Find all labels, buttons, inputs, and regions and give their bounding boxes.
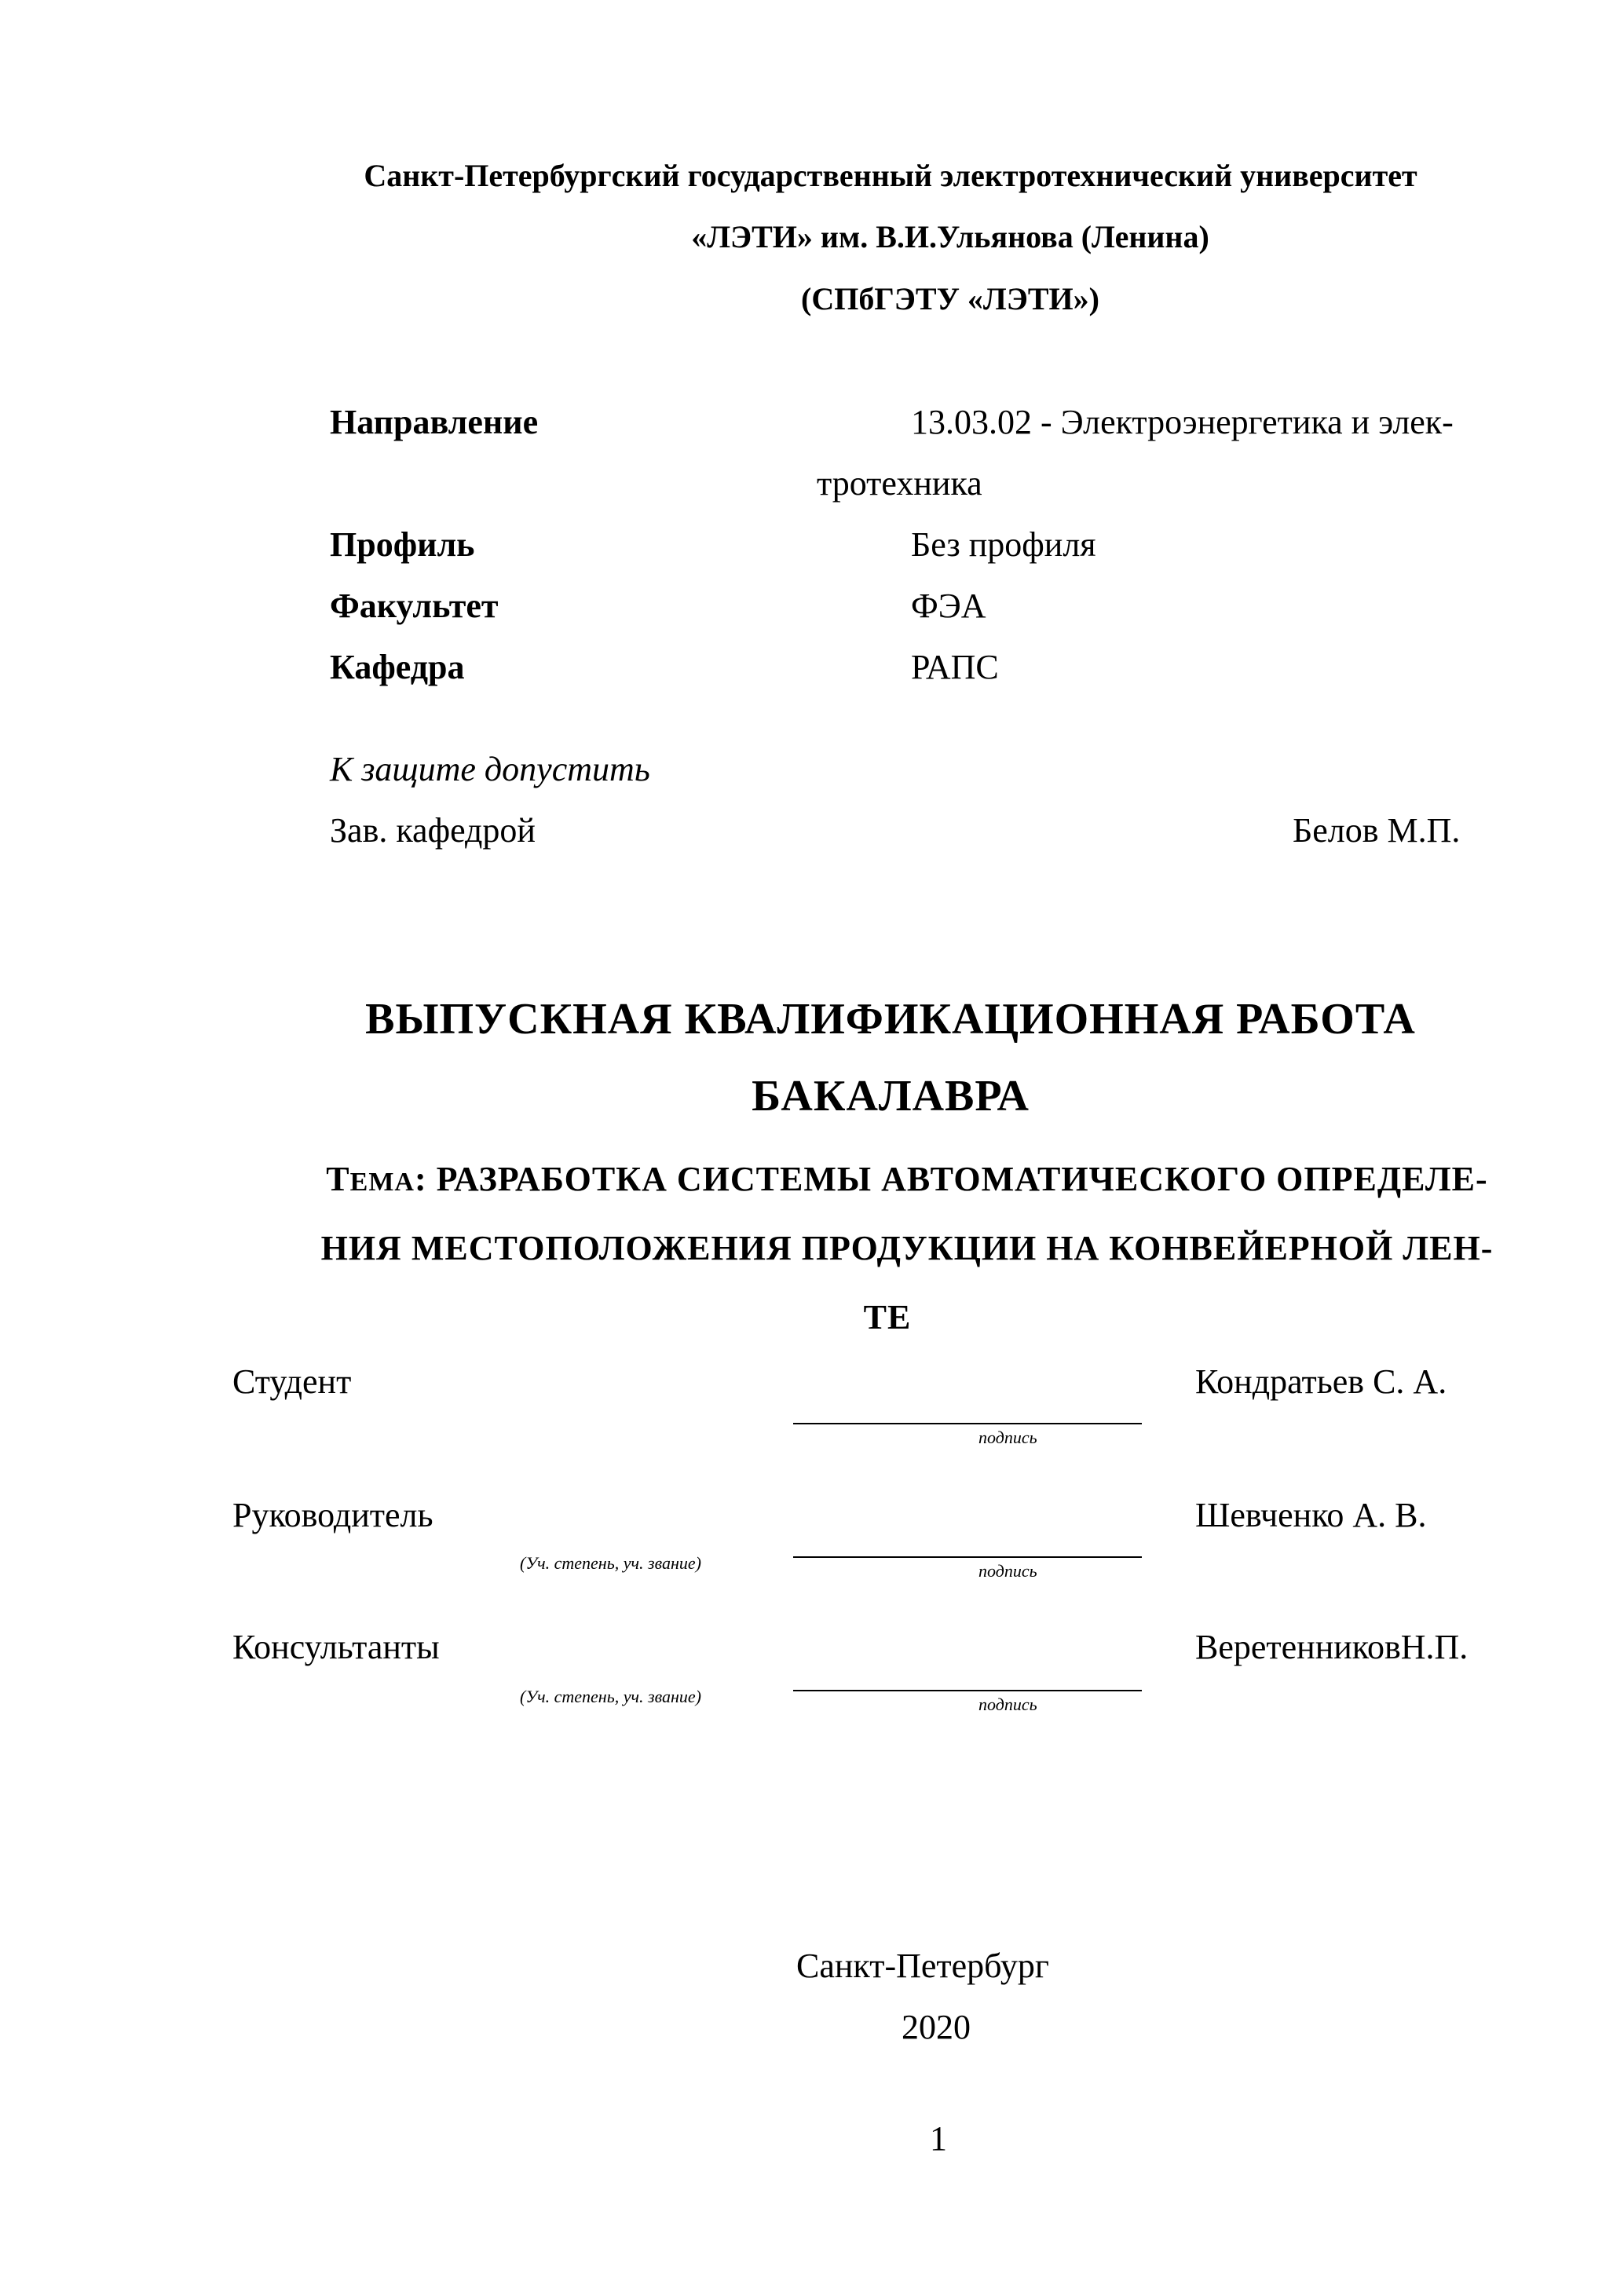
topic-colon: : xyxy=(414,1160,427,1198)
approval-head-name: Белов М.П. xyxy=(1293,811,1461,850)
signature-caption: подпись xyxy=(978,1695,1037,1714)
field-label-faculty: Факультет xyxy=(330,587,499,625)
approval-head-label: Зав. кафедрой xyxy=(330,811,536,850)
degree-caption: (Уч. степень, уч. звание) xyxy=(520,1687,701,1706)
signature-line xyxy=(793,1690,1142,1691)
topic-line-2: НИЯ МЕСТОПОЛОЖЕНИЯ ПРОДУКЦИИ НА КОНВЕЙЕРНОЙ ЛЕН- xyxy=(320,1229,1494,1267)
footer-year: 2020 xyxy=(902,2008,971,2046)
approval-caption: К защите допустить xyxy=(330,750,650,788)
signature-line xyxy=(793,1423,1142,1424)
signature-role: Руководитель xyxy=(232,1496,433,1534)
signature-caption: подпись xyxy=(978,1428,1037,1447)
degree-caption: (Уч. степень, уч. звание) xyxy=(520,1553,701,1573)
topic-line-1 xyxy=(259,1159,1555,1199)
field-value-faculty: ФЭА xyxy=(911,587,986,625)
signature-role: Консультанты xyxy=(232,1628,440,1666)
signature-line xyxy=(793,1556,1142,1558)
field-value-direction: 13.03.02 - Электроэнергетика и элек- xyxy=(911,403,1454,441)
field-label-direction: Направление xyxy=(330,403,539,441)
signature-name: Шевченко А. В. xyxy=(1195,1496,1427,1534)
topic-line-3: ТЕ xyxy=(863,1298,912,1336)
title-line-2: БАКАЛАВРА xyxy=(752,1072,1030,1121)
field-value-direction-cont: тротехника xyxy=(817,464,982,503)
signature-caption: подпись xyxy=(978,1561,1037,1581)
university-short-name: (СПбГЭТУ «ЛЭТИ») xyxy=(801,281,1099,316)
university-name: Санкт-Петербургский государственный электротехнический университет xyxy=(364,158,1417,193)
topic-prefix-initial: Т xyxy=(326,1160,350,1198)
topic-prefix-rest: ЕМА xyxy=(349,1168,415,1197)
university-abbrev-name: «ЛЭТИ» им. В.И.Ульянова (Ленина) xyxy=(691,219,1209,254)
field-label-department: Кафедра xyxy=(330,648,465,686)
topic-line-1-text: РАЗРАБОТКА СИСТЕМЫ АВТОМАТИЧЕСКОГО ОПРЕДЕЛЕ- xyxy=(426,1160,1488,1198)
signature-role: Студент xyxy=(232,1362,352,1401)
footer-city: Санкт-Петербург xyxy=(796,1947,1049,1985)
signature-name: ВеретенниковН.П. xyxy=(1195,1628,1469,1666)
signature-name: Кондратьев С. А. xyxy=(1195,1362,1447,1401)
title-line-1: ВЫПУСКНАЯ КВАЛИФИКАЦИОННАЯ РАБОТА xyxy=(365,995,1416,1044)
field-value-profile: Без профиля xyxy=(911,525,1096,564)
page-number: 1 xyxy=(930,2119,947,2158)
field-value-department: РАПС xyxy=(911,648,999,686)
field-label-profile: Профиль xyxy=(330,525,475,564)
